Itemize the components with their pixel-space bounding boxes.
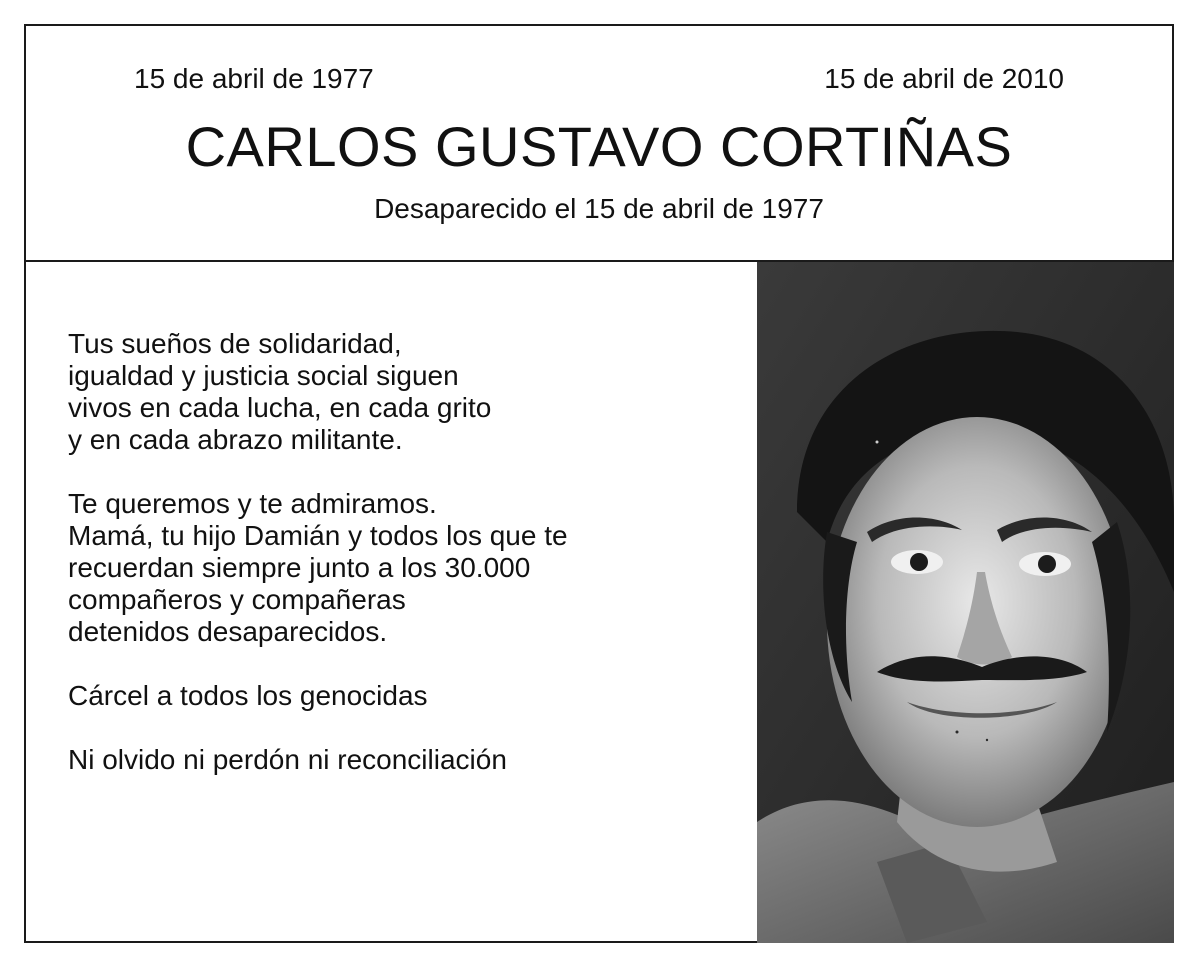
message-line: Mamá, tu hijo Damián y todos los que te (68, 520, 568, 551)
message-line: detenidos desaparecidos. (68, 616, 388, 647)
person-name: CARLOS GUSTAVO CORTIÑAS (185, 115, 1013, 178)
message-paragraph-1 (68, 328, 748, 456)
message-line: Ni olvido ni perdón ni reconciliación (68, 744, 507, 775)
message-line: y en cada abrazo militante. (68, 424, 403, 455)
message-line: Cárcel a todos los genocidas (68, 680, 428, 711)
message-line: Tus sueños de solidaridad, (68, 328, 402, 359)
date-left: 15 de abril de 1977 (134, 63, 374, 94)
date-right: 15 de abril de 2010 (824, 63, 1064, 94)
message-line: vivos en cada lucha, en cada grito (68, 392, 492, 423)
message-paragraph-3 (68, 680, 748, 712)
message-line: recuerdan siempre junto a los 30.000 (68, 552, 531, 583)
message-line: compañeros y compañeras (68, 584, 406, 615)
message-paragraph-4 (68, 744, 748, 776)
memorial-notice-frame (24, 24, 1174, 943)
portrait-photo (757, 262, 1174, 943)
message-line: igualdad y justicia social siguen (68, 360, 459, 391)
message-text (68, 328, 748, 808)
notice-header (26, 26, 1172, 262)
disappearance-subtitle: Desaparecido el 15 de abril de 1977 (374, 193, 824, 224)
message-paragraph-2 (68, 488, 748, 648)
message-line: Te queremos y te admiramos. (68, 488, 437, 519)
